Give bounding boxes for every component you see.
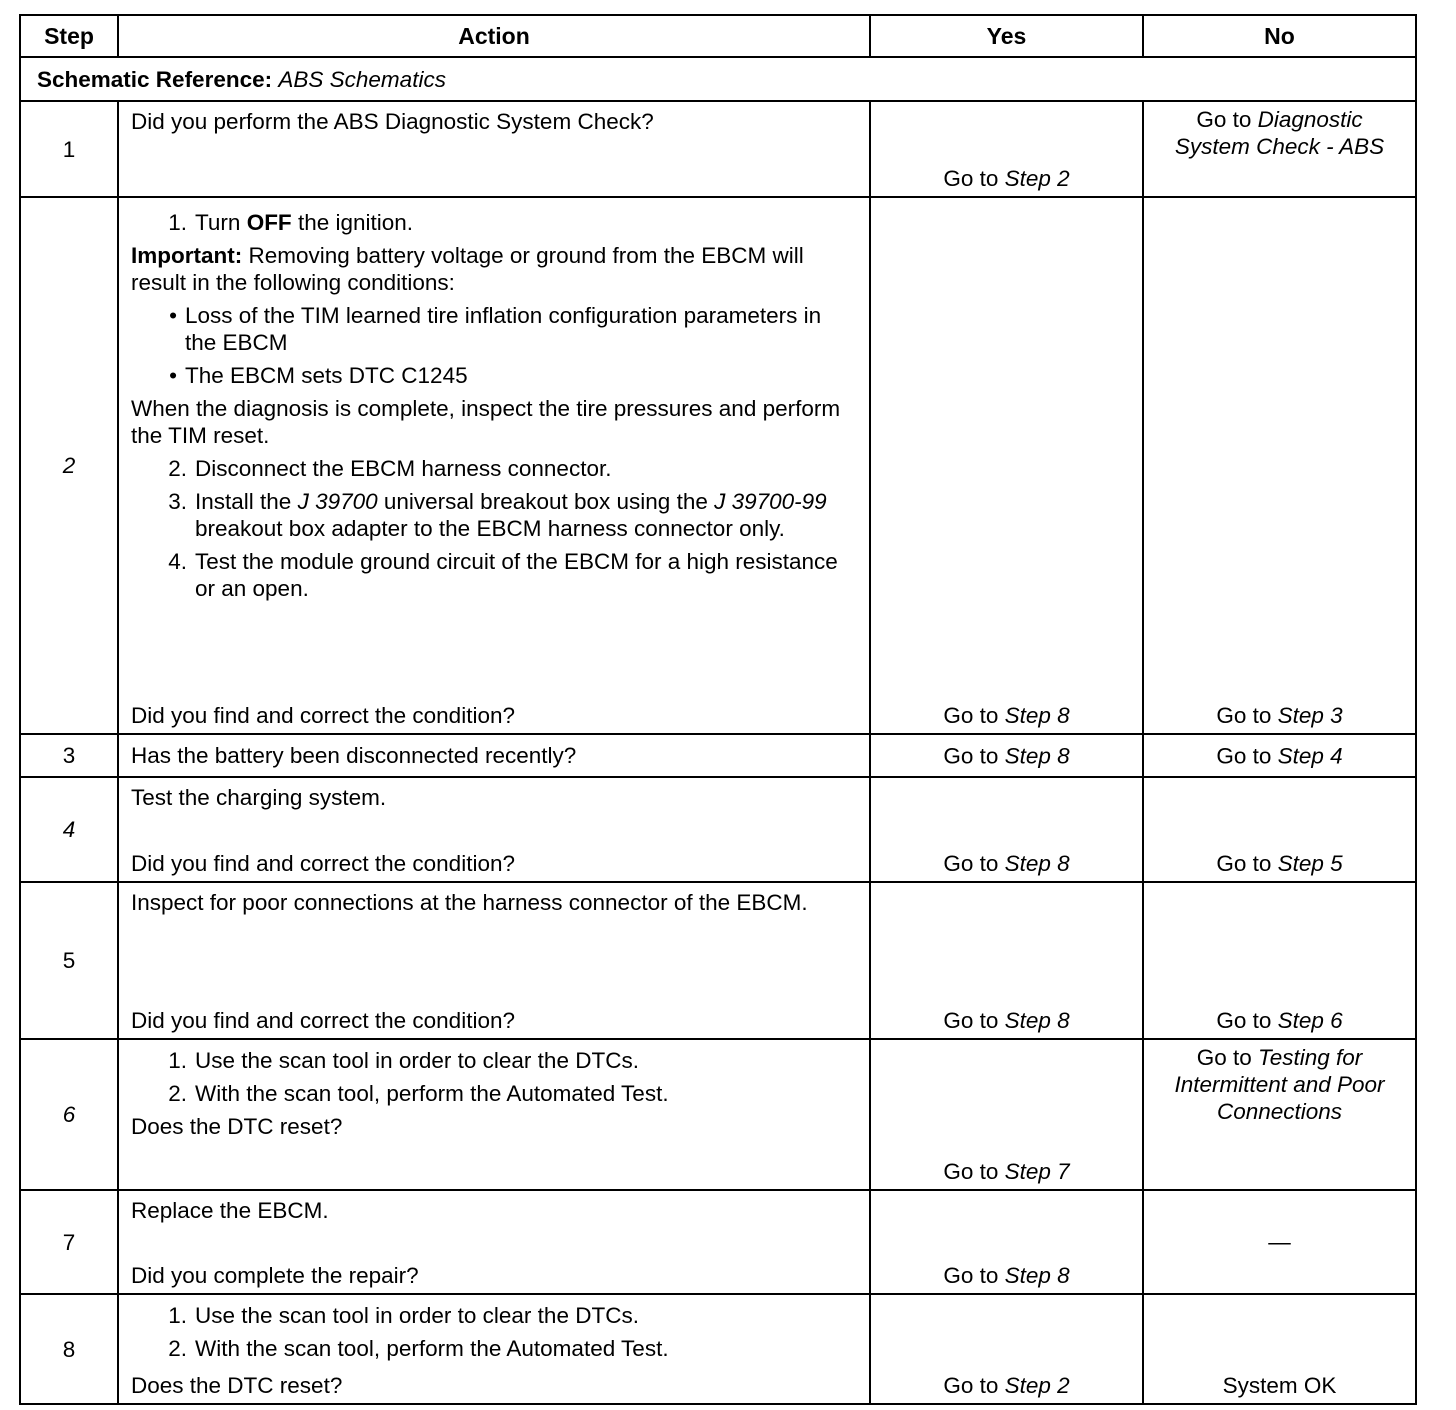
list-item: 1. Use the scan tool in order to clear the DTCs.: [168, 1048, 639, 1073]
header-no: No: [1143, 15, 1416, 57]
no-target: Step 4: [1277, 743, 1343, 768]
list-item: 2. With the scan tool, perform the Automated Test.: [168, 1081, 669, 1106]
list-item: • Loss of the TIM learned tire inflation configuration parameters in the EBCM: [169, 303, 822, 355]
yes-target: Step 8: [1004, 1008, 1070, 1033]
header-step: Step: [20, 15, 118, 57]
step-row-7: [20, 1190, 1416, 1294]
yes-cell: [870, 1190, 1143, 1294]
yes-target: Step 8: [1004, 743, 1070, 768]
yes-result: Go to Step 8: [943, 743, 1070, 768]
no-cell: [1143, 1190, 1416, 1294]
step-row-8: [20, 1294, 1416, 1404]
schematic-reference-row: [20, 57, 1416, 101]
step-number: 6: [20, 1039, 118, 1190]
step-number: 5: [20, 882, 118, 1039]
action-cell: [118, 101, 870, 197]
no-cell: [1143, 882, 1416, 1039]
list-item: 1. Use the scan tool in order to clear the DTCs.: [168, 1303, 639, 1328]
question: Did you perform the ABS Diagnostic System Check?: [131, 109, 654, 134]
question: Did you find and correct the condition?: [131, 703, 515, 728]
schematic-reference: [20, 57, 1416, 101]
no-result: Go to Step 3: [1216, 703, 1343, 728]
no-result: System OK: [1222, 1373, 1337, 1398]
yes-cell: [870, 101, 1143, 197]
yes-cell: [870, 777, 1143, 882]
yes-target: Step 8: [1004, 703, 1070, 728]
paragraph: When the diagnosis is complete, inspect the tire pressures and perform the TIM reset.: [131, 396, 841, 448]
step-row-5: [20, 882, 1416, 1039]
yes-cell: [870, 197, 1143, 734]
yes-result: Go to Step 8: [943, 703, 1070, 728]
action-cell: [118, 1190, 870, 1294]
yes-cell: [870, 882, 1143, 1039]
important-note: Important: Removing battery voltage or ground from the EBCM will result in the following conditions:: [131, 243, 804, 295]
action-text: Test the charging system.: [131, 785, 387, 810]
yes-target: Step 2: [1004, 166, 1070, 191]
no-cell: [1143, 734, 1416, 777]
no-result: Go to Testing for Intermittent and Poor Connections: [1174, 1045, 1385, 1124]
diagnostic-table: [19, 14, 1417, 1405]
step-number: 4: [20, 777, 118, 882]
reference-link: ABS Schematics: [278, 66, 446, 92]
step-number: 8: [20, 1294, 118, 1404]
step-row-2: [20, 197, 1416, 734]
no-result: Go to Step 4: [1216, 743, 1343, 768]
no-target: Step 6: [1277, 1008, 1343, 1033]
step-number: 2: [20, 197, 118, 734]
list-item: 3. Install the J 39700 universal breakout box using the J 39700-99 breakout box adapter to the EBCM harness connector only.: [168, 489, 827, 541]
yes-cell: [870, 1039, 1143, 1190]
no-result: Go to Step 6: [1216, 1008, 1343, 1033]
step-row-6: [20, 1039, 1416, 1190]
yes-target: Step 8: [1004, 851, 1070, 876]
header-yes: Yes: [870, 15, 1143, 57]
step-row-3: [20, 734, 1416, 777]
action-cell: [118, 197, 870, 734]
step-row-1: [20, 101, 1416, 197]
yes-target: Step 2: [1004, 1373, 1070, 1398]
list-item: • The EBCM sets DTC C1245: [169, 363, 468, 388]
yes-result: Go to Step 7: [943, 1159, 1070, 1184]
header-action: Action: [118, 15, 870, 57]
list-item: 4. Test the module ground circuit of the EBCM for a high resistance or an open.: [168, 549, 838, 601]
no-result: Go to Step 5: [1216, 851, 1343, 876]
yes-target: Step 7: [1004, 1159, 1070, 1184]
no-target: Step 3: [1277, 703, 1343, 728]
action-cell: [118, 734, 870, 777]
yes-cell: [870, 1294, 1143, 1404]
action-text: Inspect for poor connections at the harness connector of the EBCM.: [131, 890, 808, 915]
yes-result: Go to Step 8: [943, 1263, 1070, 1288]
yes-result: Go to Step 2: [943, 166, 1070, 191]
action-cell: [118, 1294, 870, 1404]
yes-result: Go to Step 8: [943, 1008, 1070, 1033]
no-cell: [1143, 101, 1416, 197]
action-cell: [118, 1039, 870, 1190]
no-cell: [1143, 197, 1416, 734]
question: Did you complete the repair?: [131, 1263, 419, 1288]
question: Has the battery been disconnected recently?: [131, 743, 577, 768]
step-number: 1: [20, 101, 118, 197]
question: Did you find and correct the condition?: [131, 851, 515, 876]
no-cell: [1143, 1039, 1416, 1190]
list-item: 2. Disconnect the EBCM harness connector.: [168, 456, 612, 481]
reference-label: Schematic Reference:: [37, 66, 273, 92]
yes-cell: [870, 734, 1143, 777]
action-cell: [118, 777, 870, 882]
question: Does the DTC reset?: [131, 1373, 343, 1398]
list-item: 2. With the scan tool, perform the Automated Test.: [168, 1336, 669, 1361]
no-cell: [1143, 777, 1416, 882]
no-target: Step 5: [1277, 851, 1343, 876]
no-cell: [1143, 1294, 1416, 1404]
action-cell: [118, 882, 870, 1039]
question: Did you find and correct the condition?: [131, 1008, 515, 1033]
question: Does the DTC reset?: [131, 1114, 343, 1139]
no-result: Go to Diagnostic System Check - ABS: [1174, 107, 1385, 159]
action-text: Replace the EBCM.: [131, 1198, 329, 1223]
step-number: 7: [20, 1190, 118, 1294]
list-item: 1. Turn OFF the ignition.: [168, 210, 414, 235]
yes-result: Go to Step 8: [943, 851, 1070, 876]
step-row-4: [20, 777, 1416, 882]
yes-target: Step 8: [1004, 1263, 1070, 1288]
step-number: 3: [20, 734, 118, 777]
header-row: [20, 15, 1416, 57]
no-result: —: [1268, 1229, 1291, 1255]
yes-result: Go to Step 2: [943, 1373, 1070, 1398]
